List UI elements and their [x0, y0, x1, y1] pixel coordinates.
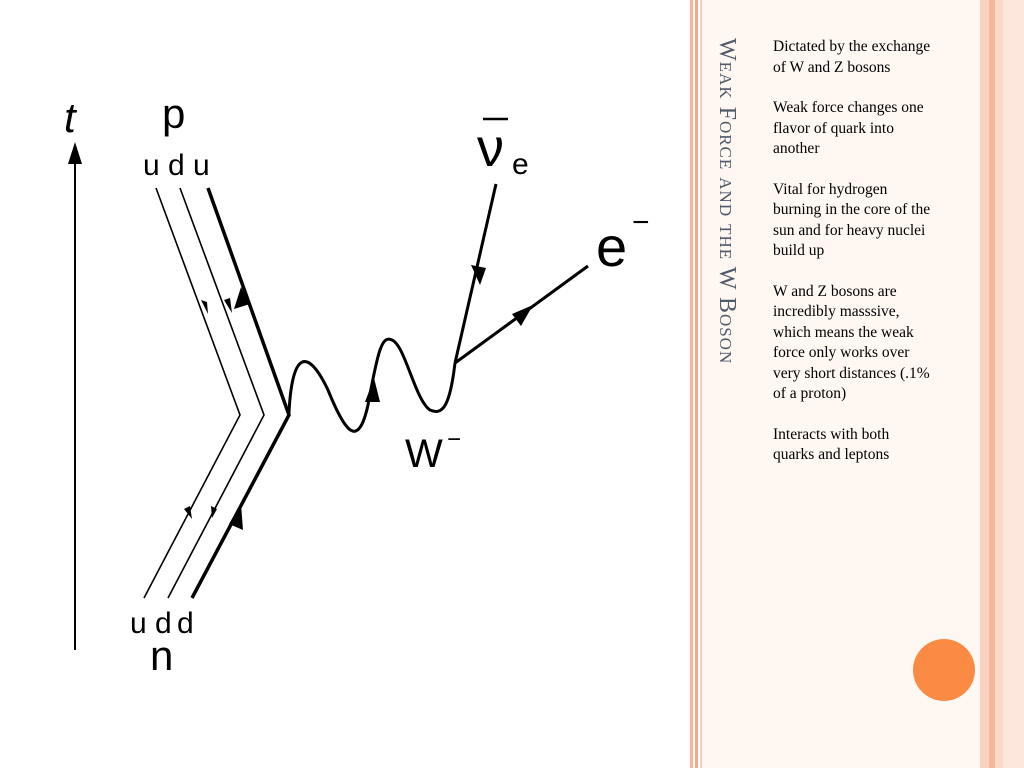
bullet-item: Vital for hydrogen burning in the core of the sun and for heavy nuclei build up: [773, 180, 931, 259]
neutron-quark-2: d: [155, 607, 172, 640]
decorative-stripe: [1003, 0, 1024, 768]
title-container: [710, 38, 744, 508]
decorative-circle: [913, 639, 975, 701]
w-boson-charge: −: [447, 426, 462, 453]
time-axis-label: t: [64, 94, 76, 141]
bullet-item: Dictated by the exchange of W and Z bosons: [773, 38, 931, 76]
proton-quark-3: u: [193, 149, 210, 182]
time-axis-arrow-icon: [68, 142, 82, 164]
electron-charge: −: [632, 206, 650, 239]
neutron-quark-3: d: [177, 607, 194, 640]
electron-arrow-icon: [512, 305, 533, 326]
proton-quark-1: u: [143, 149, 160, 182]
antineutrino-symbol: ν: [477, 118, 504, 178]
slide-title: Weak Force and the W Boson: [714, 38, 740, 365]
converting-quark-line: [192, 188, 289, 598]
decorative-stripe: [995, 0, 1003, 768]
bullet-item: Weak force changes one flavor of quark into another: [773, 99, 924, 157]
decorative-stripe: [980, 0, 989, 768]
decorative-stripe: [695, 0, 698, 768]
bullet-list: [773, 37, 931, 486]
spectator-quark-lines: [144, 188, 264, 598]
neutron-label: n: [150, 632, 174, 679]
proton-quark-2: d: [168, 149, 185, 182]
bullet-item: Interacts with both quarks and leptons: [773, 425, 890, 463]
proton-label: p: [162, 90, 186, 137]
w-boson-propagator: [289, 339, 455, 431]
decorative-stripe: [690, 0, 693, 768]
quark-line-d: [168, 188, 264, 598]
bullet-item: W and Z bosons are incredibly masssive, which means the weak force only works over very short distances (.1% of a proton): [773, 282, 930, 402]
neutron-quark-1: u: [130, 607, 147, 640]
electron-symbol: e: [596, 215, 628, 278]
time-axis: [64, 94, 82, 650]
w-boson-label: W: [405, 432, 443, 476]
antineutrino-subscript: e: [512, 148, 529, 181]
